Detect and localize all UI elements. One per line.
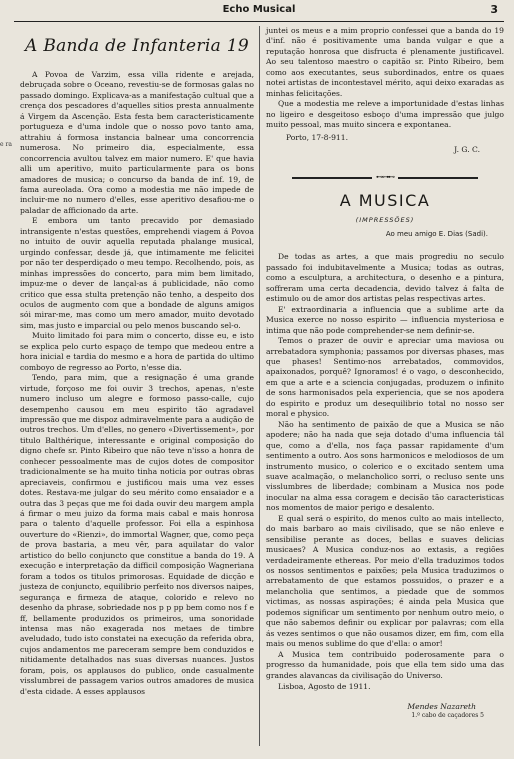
article-title-musica: A MUSICA	[339, 191, 431, 211]
article-paragraph: Muito limitado foi para mim o concerto, disse eu, e isto se explica pelo curto espaço de tempo que medeou entre a hora inicial e tardia do mesmo e a hora de partida do ultimo comboyo de regresso ao Porto, n'esse dia.	[20, 331, 254, 372]
article-paragraph: De todas as artes, a que mais progrediu no seculo passado foi indubitavelmente a Musica; todas as outras, como a esculptura, a architectura, o desenho e a pintura, soffreram uma certa decadencia, devido talvez á falta de estimulo ou de amor dos artistas pelas respectivas artes.	[266, 252, 504, 304]
ornament-icon: ⊷⊶⊷	[372, 173, 398, 181]
page-header	[14, 3, 504, 22]
article-place-date: Lisboa, Agosto de 1911.	[278, 682, 371, 692]
column-divider	[259, 26, 260, 746]
article-paragraph: Tendo, para mim, que a resignação é uma grande virtude, forçoso me foi ouvir 3 trechos, apenas, n'este numero incluso um alegre e formoso passo-calle, cujo desempenho causou em meu espirito tão agradavel impressão que me dispoz admiravelmente para a audição de outros trechos. Um d'elles, no genero «Divertissement», por titulo Balthérique, interessante e original composição do digno chefe sr. Pinto Ribeiro que não teve n'isso a honra de conhecer pessoalmente mas de cujos dotes de compositor tradicionalmente se ha muito tinha noticia por outras obras apreciaveis, confirmou e justificou mais uma vez esses dotes. Restava-me julgar do seu mérito como ensaiador e a outra das 3 peças que me foi dada ouvir deu margem ampla á firmar o meu juizo da forma mais cabal e mais honrosa para o talento d'aquelle professor. Foi ella a espinhosa ouverture do «Rienzi», do immortal Wagner, que, como peça de prova bastaria, a meu vêr, para aquilatar do valor artistico do bello conjuncto que constitue a banda do 19. A execução e interpretação da difficil composição Wagneriana foram a todos os titulos primorosas. Equidade de dicção e justeza de conjuncto, equilibrio perfeito nos diversos naipes, segurança e firmeza de ataque, colorido e relevo no desenho da phrase, sobriedade nos p p pp bem como nos f e ff, bellamente produzidos os primeiros, uma sonoridade intensa mas não exagerada nos metaes de timbre aveludado, tudo isto constatei na execução da referida obra, cujos andamentos me pareceram sempre bem conduzidos e nitidamente detalhados nas suas diversas nuances. Justos foram, pois, os applausos do publico, onde casualmente visslumbrei de passagem varios outros amadores de musica d'esta cidade. A esses applausos	[20, 373, 254, 696]
article-dedication: Ao meu amigo E. Dias (Sadi).	[385, 230, 488, 239]
publication-title: Echo Musical	[222, 4, 296, 15]
page-number: 3	[490, 3, 498, 16]
author-name: Mendes Nazareth	[407, 702, 476, 712]
article-paragraph: A Musica tem contribuido poderosamente para o progresso da humanidade, pois que ella tem sido uma das grandes alavancas da civilisação do Universo.	[266, 649, 504, 680]
ornament-divider	[266, 173, 504, 181]
article-paragraph: A Povoa de Varzim, essa villa ridente e arejada, debruçada sobre o Oceano, revestiu-se de formosas galas no passado domingo. Explicava-as a manifestação cultual que a crença dos pescadores d'aquelles sitios presta annualmente á Virgem da Ascenção. Esta festa bem caracteristicamente portugueza e d'uma indole que o nosso povo tanto ama, attrahiu á formosa instancia balnear uma concorrencia numerosa. No primeiro dia, especialmente, essa concorrencia avultou talvez em maior numero. E' que havia alli um aperitivo, muito particularmente para os bons amadores de musica; o concurso da banda de inf. 19, de fama aureolada. Ora como a modestia me não impede de incluir-me no numero d'elles, esse aperitivo desafiou-me o paladar de afficionado da arte.	[20, 70, 254, 215]
article-subtitle: (IMPRESSÕES)	[355, 216, 415, 225]
author-rank: 1.º cabo de caçadores 5	[411, 712, 484, 720]
article-title-banda: A Banda de Infanteria 19	[25, 36, 249, 56]
article-paragraph: E qual será o espirito, do menos culto ao mais intellecto, do mais barbaro ao mais civilisado, que se não enleve e sensibilise perante as doces, bellas e suaves delicias musicaes? A Musica conduz-nos ao extasis, a regiões verdadeiramente ethereas. Por meio d'ella traduzimos todos os nossos sentimentos e paixões; pela Musica traduzimos o arrebatamento de que estamos possuidos, o prazer e a melancholia que sentimos, a piedade que de sommos victimas, as nossas aspirações; é ainda pela Musica que podemos significar um sentimento por nenhum outro meio, o que não sabemos definir ou explicar por palavras; com ella ás vezes sentimos o que não ousamos dizer, em fim, com ella mais ou menos sublime do que d'ella: o amor!	[266, 513, 504, 649]
article-paragraph: Não ha sentimento de paixão de que a Musica se não apodere; não ha nada que seja dotado d'uma influencia tál que, como a d'ella, nos faça passar rapidamente d'um sentimento a outro. Aos sons harmonicos e melodiosos de um instrumento musico, o colerico e o excitado sentem uma suave acalmação, o melancholico sorri, o recluso sente uns visslumbres de liberdade; combinam a Musica nos pode inocular na alma essa coragem e decisão tão caracteristicas nos momentos de maior perigo e desalento.	[266, 419, 504, 513]
author-initials: J. G. C.	[454, 144, 480, 154]
left-margin-fragment: e ra	[0, 141, 12, 148]
article-dateline	[266, 133, 504, 143]
article-paragraph: Temos o prazer de ouvir e apreciar uma maviosa ou arrebatadora symphonia; passamos por diversas phases, mas que phases! Sentimo-nos arrebatados, commovidos, apaixonados, porquê? Ignoramos! é o vago, o desconhecido, em que a arte e a sciencia conjugadas, produzem o infinito de sons harmonisados pela experiencia, que se nos apodera do espirito e produz um desequilibrio total no nosso ser moral e physico.	[266, 336, 504, 419]
article-paragraph: E embora um tanto precavido por demasiado intransigente n'estas questões, emprehendi viagem á Povoa no intuito de ouvir aquella reputada phalange musical, urgindo confessar, desde já, que intimamente me felicitei por não ter desperdiçado o meu tempo. Recolhendo, pois, as minhas impressões do concerto, para mim bem limitado, impuz-me o dever de lançal-as á publicidade, não como critico que essa stulta pretenção não tenho, a despeito dos oculos de augmento com que a bondade de alguns amigos sói mirar-me, mas como um mero amador, muito devotado sim, mas justo e imparcial ou pelo menos buscando sel-o.	[20, 216, 254, 330]
right-column	[266, 26, 504, 719]
place-date: Porto, 17-8-911.	[286, 132, 348, 142]
article-paragraph: juntei os meus e a mim proprio confessei que a banda do 19 d'inf. não é positivamente uma banda vulgar e que a reputação honrosa que disfructa é plenamente justificavel. Ao seu talentoso maestro o capitão sr. Pinto Ribeiro, bem como aos executantes, seus subordinados, entre os quaes notei artistas de incontestavel mérito, aqui deixo exaradas as minhas felicitações.	[266, 26, 504, 98]
left-column	[20, 26, 254, 697]
article-paragraph: Que a modestia me releve a importunidade d'estas linhas no ligeiro e desgeitoso esboço d'uma impressão que julgo muito pessoal, mas muito sincera e expontanea.	[266, 99, 504, 130]
article-paragraph: E' extraordinaria a influencia que a sublime arte da Musica exerce no nosso espirito — influencia mysteriosa e intima que não pode comprehender-se nem definir-se.	[266, 304, 504, 335]
